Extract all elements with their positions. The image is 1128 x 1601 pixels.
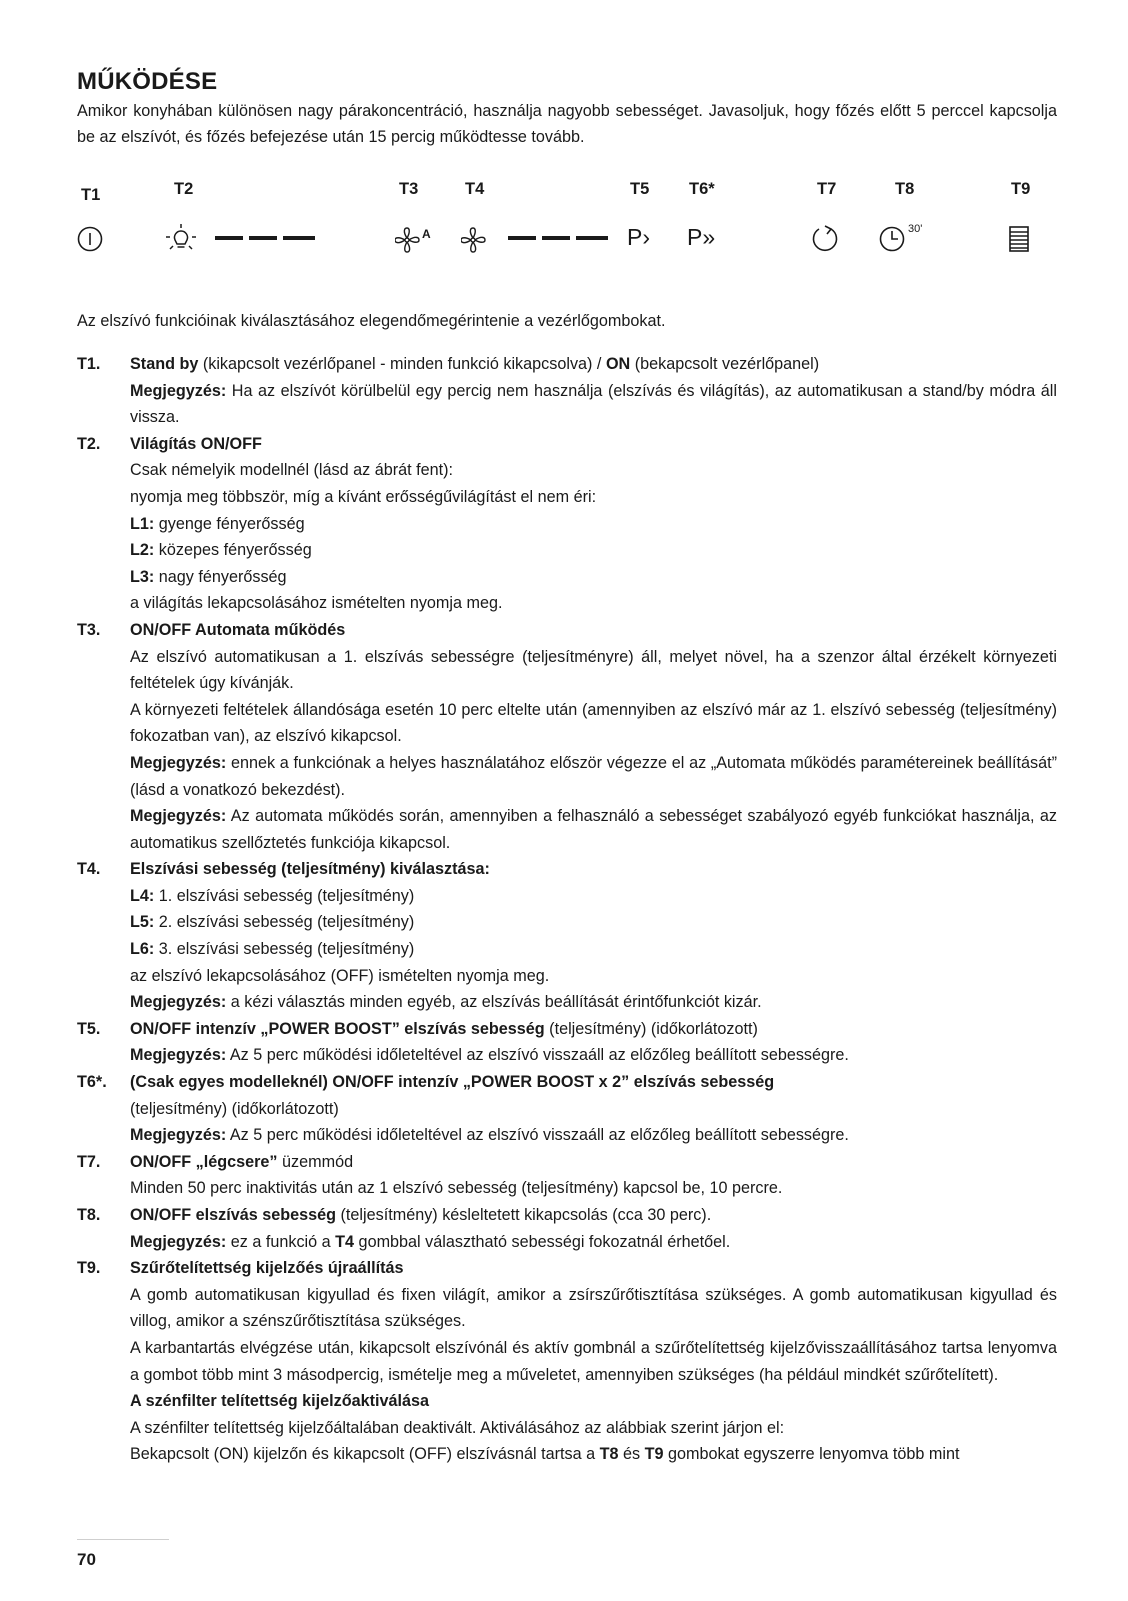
item-key: T9. [77, 1259, 101, 1278]
list-item-t5: T5. ON/OFF intenzív „POWER BOOST” elszívás sebesség (teljesítmény) (időkorlátozott) Megjegyzés: Az 5 perc működési időleteltével az elszívó visszaáll az előzőleg beállított sebességre. [77, 1016, 1057, 1069]
control-panel-diagram [77, 160, 1057, 300]
intro-paragraph: Amikor konyhában különösen nagy párakoncentráció, használja nagyobb sebességet. Javasoljuk, hogy főzés előtt 5 perccel kapcsolja be az elszívót, és főzés befejezése után 15 percig működtesse tovább. [77, 102, 1057, 146]
list-item-t8: T8. ON/OFF elszívás sebesség (teljesítmény) késleltetett kikapcsolás (cca 30 perc). Megjegyzés: ez a funkció a T4 gombbal választható sebességi fokozatnál érhetőel. [77, 1202, 1057, 1255]
label-t2: T2 [174, 180, 194, 198]
touch-note: Az elszívó funkcióinak kiválasztásához elegendőmegérintenie a vezérlőgombokat. [77, 312, 666, 330]
section-title: MŰKÖDÉSE [77, 68, 218, 95]
label-t3: T3 [399, 180, 419, 198]
label-t7: T7 [817, 180, 837, 198]
filter-icon[interactable] [1009, 226, 1029, 252]
item-key: T7. [77, 1152, 101, 1171]
label-t5: T5 [630, 180, 650, 198]
item-key: T2. [77, 434, 101, 453]
fan-icon[interactable] [461, 226, 487, 254]
label-t8: T8 [895, 180, 915, 198]
power-boost-icon[interactable]: P› [627, 224, 650, 250]
list-item-t6: T6*. (Csak egyes modelleknél) ON/OFF intenzív „POWER BOOST x 2” elszívás sebesség (teljesítmény) (időkorlátozott) Megjegyzés: Az 5 perc működési időleteltével az elszívó visszaáll az előzőleg beállított sebességre. [77, 1069, 1057, 1149]
speed-level-bar-1[interactable] [508, 236, 536, 240]
label-t9: T9 [1011, 180, 1031, 198]
item-key: T8. [77, 1206, 101, 1224]
page-number: 70 [77, 1550, 96, 1569]
item-key: T3. [77, 620, 101, 639]
list-item-t3: T3. ON/OFF Automata működés Az elszívó automatikusan a 1. elszívás sebességre (teljesítményre) áll, melyet növel, ha a szenzor által érzékelt környezeti feltételek úgy kívánják. A környezeti feltételek állandósága esetén 10 perc eltelte után (amennyiben az elszívó már az 1. elszívó sebesség (teljesítmény) fokozatban van), az elszívó kikapcsol. Megjegyzés: ennek a funkciónak a helyes használatához először végezze el az „Automata működés paramétereinek beállítását” (lásd a vonatkozó bekezdést). Megjegyzés: Az automata működés során, amennyiben a felhasználó a sebességet szabályozó egyéb funkciókat használja, az automatikus szellőztetés funkciója kikapcsol. [77, 617, 1057, 856]
fan-auto-icon[interactable] [395, 226, 435, 254]
label-t1: T1 [81, 186, 101, 204]
item-key: T5. [77, 1019, 101, 1038]
list-item-t1: T1. Stand by (kikapcsolt vezérlőpanel - minden funkció kikapcsolva) / ON (bekapcsolt vezérlőpanel) Megjegyzés: Ha az elszívót körülbelül egy percig nem használja (elszívás és világítás), az automatikusan a stand/by módra áll vissza. [77, 351, 1057, 431]
label-t6: T6* [689, 180, 715, 198]
item-key: T4. [77, 860, 101, 879]
light-level-bar-2[interactable] [249, 236, 277, 240]
speed-level-bar-3[interactable] [576, 236, 608, 240]
timer-icon[interactable] [879, 225, 907, 253]
list-item-t2: T2. Világítás ON/OFF Csak némelyik modellnél (lásd az ábrát fent): nyomja meg többször, míg a kívánt erősségűvilágítást el nem éri: L1: gyenge fényerősség L2: közepes fényerősség L3: nagy fényerősség a világítás lekapcsolásához ismételten nyomja meg. [77, 431, 1057, 617]
svg-text:A: A [422, 227, 431, 241]
light-bulb-icon[interactable] [163, 222, 199, 256]
function-list [77, 351, 1057, 1468]
light-level-bar-3[interactable] [283, 236, 315, 240]
light-level-bar-1[interactable] [215, 236, 243, 240]
speed-level-bar-2[interactable] [542, 236, 570, 240]
item-key: T1. [77, 355, 101, 373]
timer-duration-label: 30' [908, 223, 923, 235]
footer-divider [77, 1539, 169, 1540]
power-boost-x2-icon[interactable]: P» [687, 224, 716, 250]
label-t4: T4 [465, 180, 485, 198]
list-item-t9: T9. Szűrőtelítettség kijelzőés újraállítás A gomb automatikusan kigyullad és fixen világít, amikor a zsírszűrőtisztítása szükséges. A gomb automatikusan kigyullad és villog, amikor a szénszűrőtisztítása szükséges. A karbantartás elvégzése után, kikapcsolt elszívónál és aktív gombnál a szűrőtelítettség kijelzővisszaállításához tartsa lenyomva a gombot több mint 3 másodpercig, ismételje meg a műveletet, amennyiben szükséges (ha például mindkét szűrőtelített). A szénfilter telítettség kijelzőaktiválása A szénfilter telítettség kijelzőáltalában deaktivált. Aktiválásához az alábbiak szerint járjon el: Bekapcsolt (ON) kijelzőn és kikapcsolt (OFF) elszívásnál tartsa a T8 és T9 gombokat egyszerre lenyomva több mint [77, 1255, 1057, 1468]
list-item-t7: T7. ON/OFF „légcsere” üzemmód Minden 50 perc inaktivitás után az 1 elszívó sebesség (teljesítmény) kapcsol be, 10 percre. [77, 1149, 1057, 1202]
air-change-icon[interactable] [810, 224, 840, 254]
page-content [77, 66, 1057, 1468]
power-icon[interactable] [77, 226, 103, 252]
list-item-t4: T4. Elszívási sebesség (teljesítmény) kiválasztása: L4: 1. elszívási sebesség (teljesítmény) L5: 2. elszívási sebesség (teljesítmény) L6: 3. elszívási sebesség (teljesítmény) az elszívó lekapcsolásához (OFF) ismételten nyomja meg. Megjegyzés: a kézi választás minden egyéb, az elszívás beállítását érintőfunkciót kizár. [77, 856, 1057, 1016]
item-key: T6*. [77, 1073, 107, 1092]
